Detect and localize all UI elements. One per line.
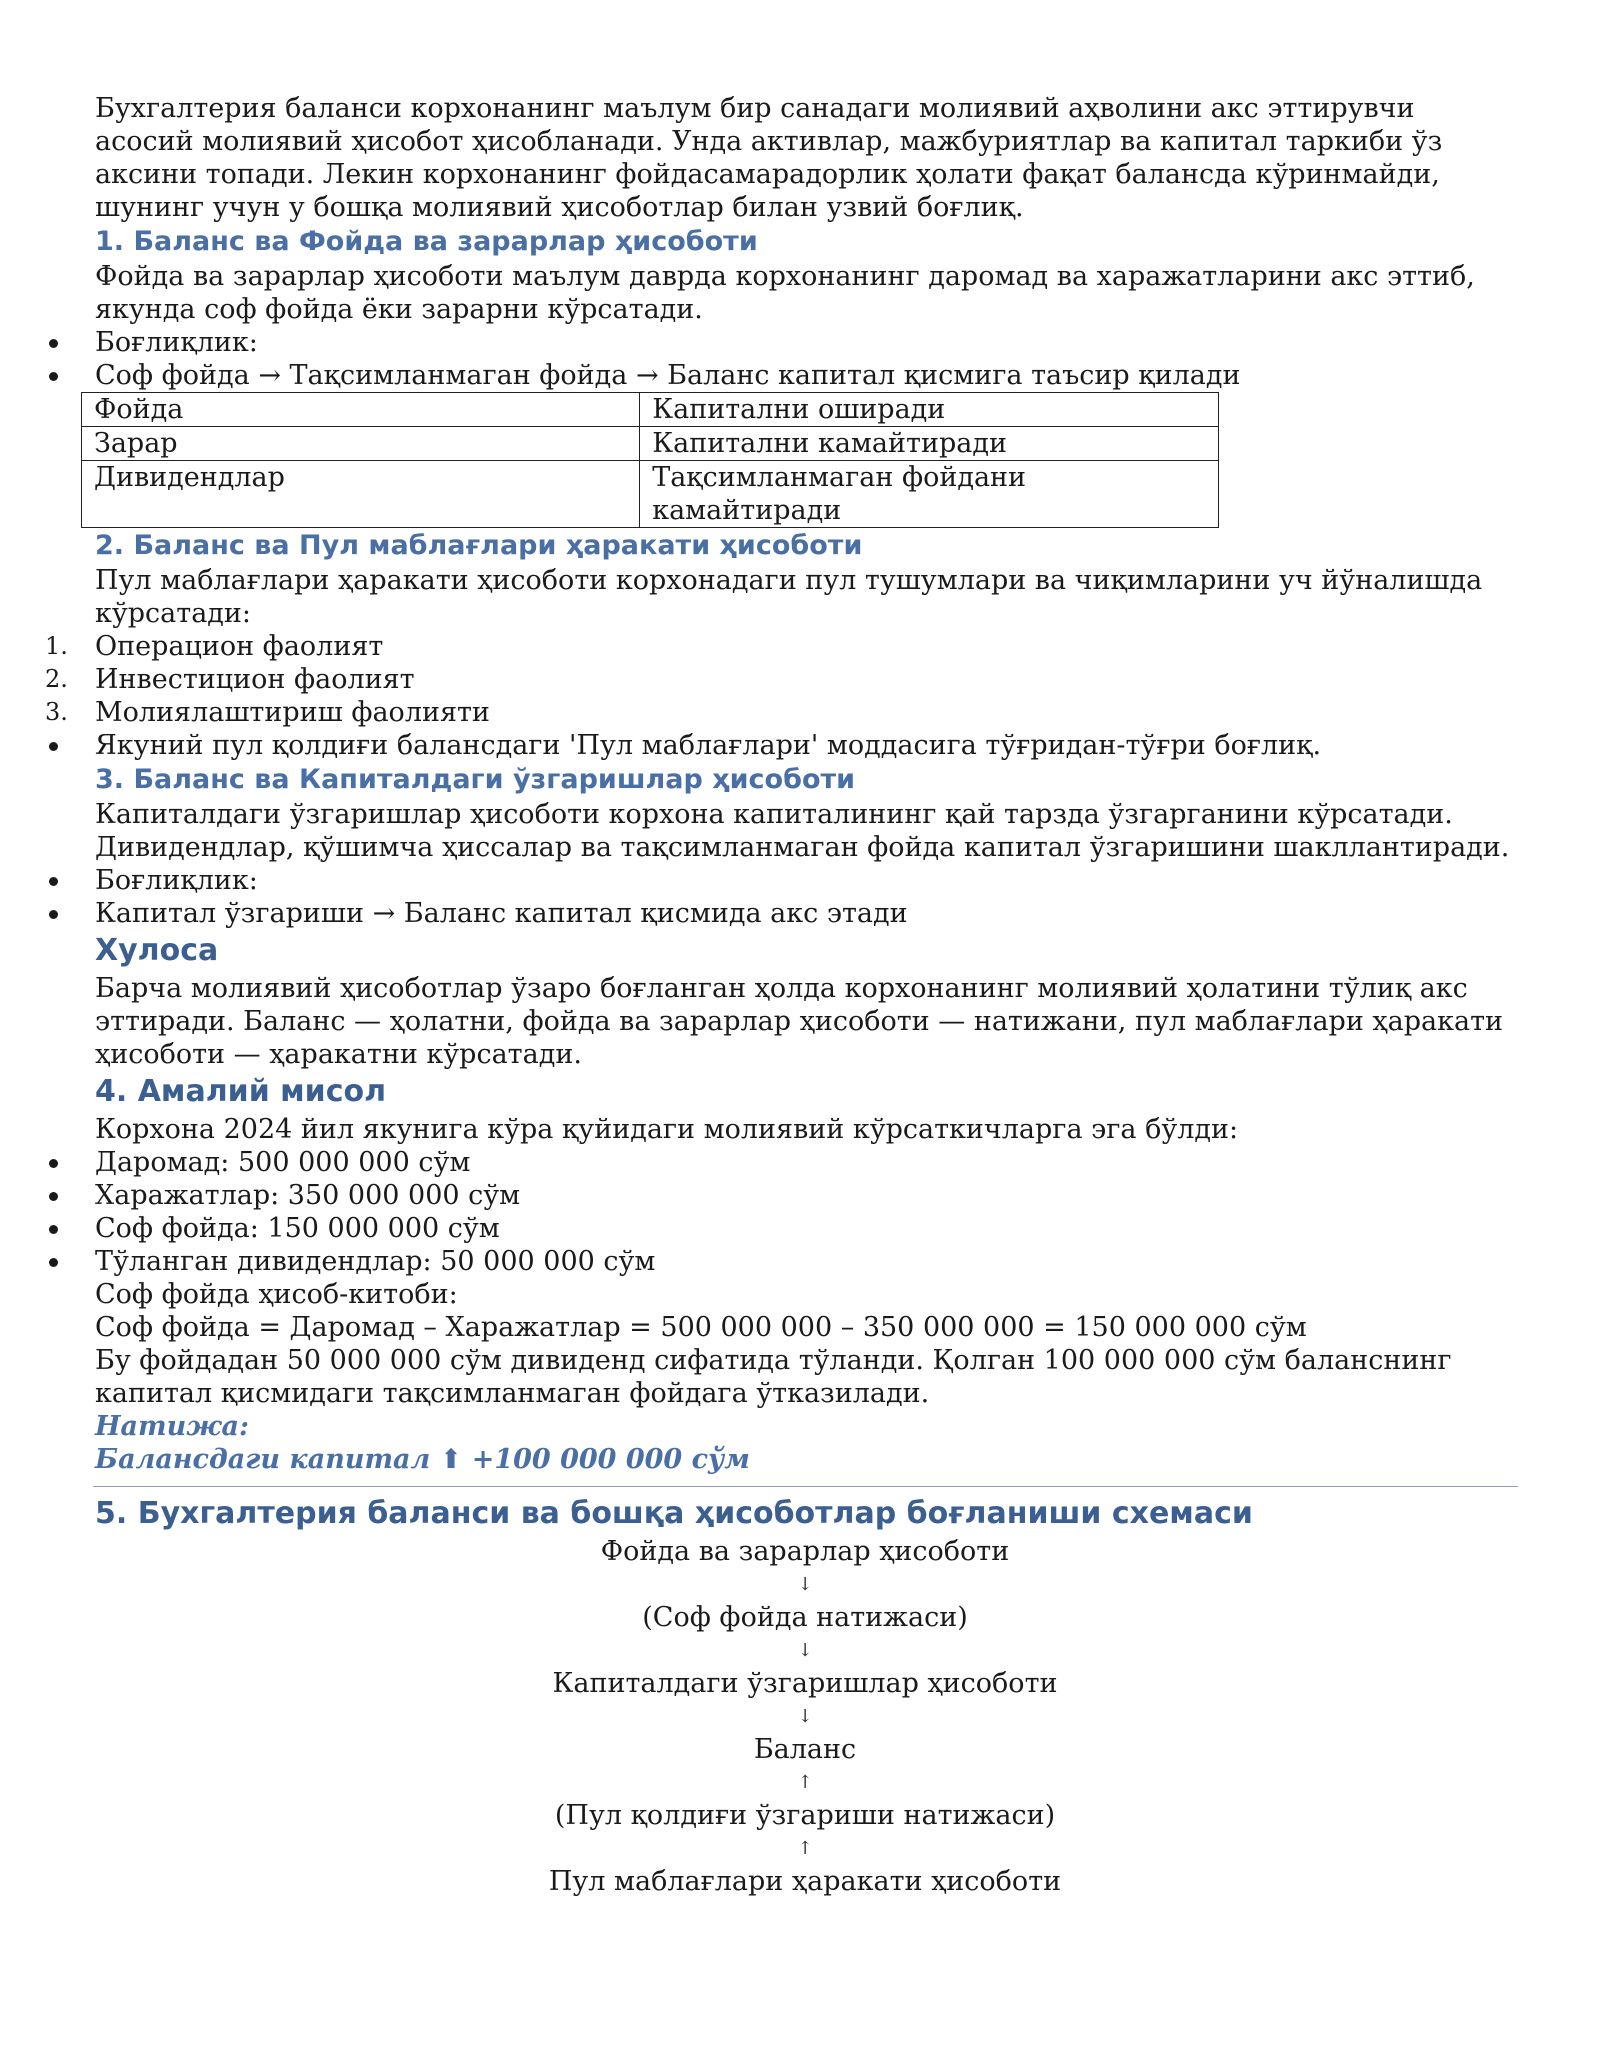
section-1-heading: 1. Баланс ва Фойда ва зарарлар ҳисоботи	[95, 226, 758, 257]
list-item-text: Молиялаштириш фаолияти	[95, 697, 490, 728]
list-item: Тўланган дивидендлар: 50 000 000 сўм	[95, 1245, 1515, 1278]
scheme-node: (Пул қолдиғи ўзгариши натижаси)	[554, 1800, 1056, 1831]
arrow-down-icon: ↓	[797, 1640, 813, 1661]
list-item: Даромад: 500 000 000 сўм	[95, 1146, 1515, 1179]
list-item-text: Инвестицион фаолият	[95, 664, 415, 695]
conclusion-heading: Хулоса	[95, 933, 219, 968]
effects-table	[81, 392, 1219, 528]
section-4-text: Корхона 2024 йил якунига кўра қуйидаги молиявий кўрсаткичларга эга бўлди:	[95, 1114, 1239, 1145]
scheme-node: Капиталдаги ўзгаришлар ҳисоботи	[552, 1668, 1058, 1699]
relationship-scheme	[0, 1535, 1515, 1898]
list-item	[45, 630, 1515, 663]
section-1-bullets	[95, 326, 1515, 392]
section-5-heading: 5. Бухгалтерия баланси ва бошқа ҳисоботлар боғланиши схемаси	[95, 1496, 1253, 1531]
table-row	[82, 393, 1219, 427]
table-cell: Капитални оширади	[640, 393, 1219, 427]
list-item-text: Операцион фаолият	[95, 631, 384, 662]
list-number: 1.	[45, 632, 68, 660]
section-3-text: Капиталдаги ўзгаришлар ҳисоботи корхона капиталининг қай тарзда ўзгарганини кўрсатади. Дивидендлар, қўшимча ҳиссалар ва тақсимланмаган фойда капитал ўзгаришини шакллантиради.	[95, 799, 1510, 863]
list-number: 3.	[45, 698, 68, 726]
section-2-numbered-list	[45, 630, 1515, 729]
scheme-node: Баланс	[753, 1734, 857, 1765]
scheme-node: Фойда ва зарарлар ҳисоботи	[600, 1536, 1010, 1567]
table-cell: Фойда	[82, 393, 640, 427]
intro-paragraph: Бухгалтерия баланси корхонанинг маълум бир санадаги молиявий аҳволини акс эттирувчи асосий молиявий ҳисобот ҳисобланади. Унда активлар, мажбуриятлар ва капитал таркиби ўз аксини топади. Лекин корхонанинг фойдасамарадорлик ҳолати фақат балансда кўринмайди, шунинг учун у бошқа молиявий ҳисоботлар билан узвий боғлиқ.	[95, 93, 1443, 223]
section-3-heading: 3. Баланс ва Капиталдаги ўзгаришлар ҳисоботи	[95, 764, 856, 795]
table-row	[82, 461, 1219, 528]
section-4-bullets	[95, 1146, 1515, 1278]
section-3-bullets	[95, 864, 1515, 930]
section-2-text: Пул маблағлари ҳаракати ҳисоботи корхонадаги пул тушумлари ва чиқимларини уч йўналишда кўрсатади:	[95, 565, 1483, 629]
list-item	[45, 663, 1515, 696]
document-content	[45, 92, 1515, 1898]
list-item: Якуний пул қолдиғи балансдаги 'Пул маблағлари' моддасига тўғридан-тўғри боғлиқ.	[95, 729, 1515, 762]
result-value: Балансдаги капитал ⬆ +100 000 000 сўм	[95, 1444, 750, 1475]
scheme-node: Пул маблағлари ҳаракати ҳисоботи	[548, 1866, 1062, 1897]
calc-label: Соф фойда ҳисоб-китоби:	[95, 1279, 458, 1310]
calc-formula: Соф фойда = Даромад – Харажатлар = 500 000 000 – 350 000 000 = 150 000 000 сўм	[95, 1312, 1307, 1343]
section-1-text: Фойда ва зарарлар ҳисоботи маълум даврда корхонанинг даромад ва харажатларини акс эттиб, якунда соф фойда ёки зарарни кўрсатади.	[95, 261, 1475, 325]
scheme-node: (Соф фойда натижаси)	[642, 1602, 968, 1633]
table-cell: Зарар	[82, 427, 640, 461]
section-4-heading: 4. Амалий мисол	[95, 1074, 387, 1109]
calc-explanation: Бу фойдадан 50 000 000 сўм дивиденд сифатида тўланди. Қолган 100 000 000 сўм баланснинг капитал қисмидаги тақсимланмаган фойдага ўтказилади.	[95, 1345, 1452, 1409]
arrow-up-icon: ↑	[797, 1838, 813, 1859]
list-item: Боғлиқлик:	[95, 326, 1515, 359]
table-row	[82, 427, 1219, 461]
arrow-down-icon: ↓	[797, 1574, 813, 1595]
list-number: 2.	[45, 665, 68, 693]
conclusion-text: Барча молиявий ҳисоботлар ўзаро боғланган ҳолда корхонанинг молиявий ҳолатини тўлиқ акс эттиради. Баланс — ҳолатни, фойда ва зарарлар ҳисоботи — натижани, пул маблағлари ҳаракати ҳисоботи — ҳаракатни кўрсатади.	[95, 973, 1504, 1070]
section-2-bullets	[95, 729, 1515, 762]
list-item: Капитал ўзгариши → Баланс капитал қисмида акс этади	[95, 897, 1515, 930]
list-item: Харажатлар: 350 000 000 сўм	[95, 1179, 1515, 1212]
arrow-down-icon: ↓	[797, 1706, 813, 1727]
table-cell: Дивидендлар	[82, 461, 640, 528]
horizontal-divider	[93, 1486, 1518, 1487]
section-2-heading: 2. Баланс ва Пул маблағлари ҳаракати ҳисоботи	[95, 530, 863, 561]
table-cell: Капитални камайтиради	[640, 427, 1219, 461]
table-cell: Тақсимланмаган фойдани камайтиради	[640, 461, 1219, 528]
list-item: Боғлиқлик:	[95, 864, 1515, 897]
list-item: Соф фойда → Тақсимланмаган фойда → Баланс капитал қисмига таъсир қилади	[95, 359, 1515, 392]
arrow-up-icon: ↑	[797, 1772, 813, 1793]
list-item	[45, 696, 1515, 729]
list-item: Соф фойда: 150 000 000 сўм	[95, 1212, 1515, 1245]
result-label: Натижа:	[95, 1411, 249, 1442]
